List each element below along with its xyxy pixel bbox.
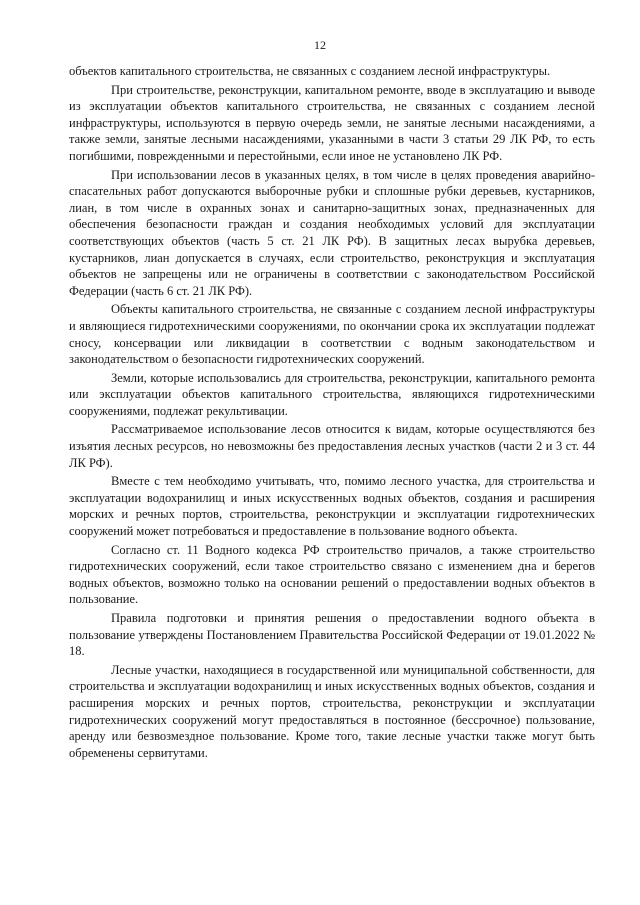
paragraph-10: Лесные участки, находящиеся в государственной или муниципальной собственности, для строительства и эксплуатации водохранилищ и иных искусственных водных объектов, создания и расширения морских и речных портов, строительства, реконструкции и эксплуатации гидротехнических сооружений могут предоставляться в постоянное (бессрочное) пользование, аренду или безвозмездное пользование. Кроме того, такие лесные участки также могут быть обременены сервитутами. <box>69 662 595 760</box>
paragraph-6: Рассматриваемое использование лесов относится к видам, которые осуществляются без изъятия лесных ресурсов, но невозможны без предоставления лесных участков (части 2 и 3 ст. 44 ЛК РФ). <box>69 422 595 470</box>
document-body <box>69 63 595 763</box>
paragraph-4: Объекты капитального строительства, не связанные с созданием лесной инфраструктуры и являющиеся гидротехническими сооружениями, по окончании срока их эксплуатации подлежат сносу, консервации или ликвидации в соответствии с водным законодательством и законодательством о безопасности гидротехнических сооружений. <box>69 302 595 367</box>
paragraph-8: Согласно ст. 11 Водного кодекса РФ строительство причалов, а также строительство гидротехнических сооружений, если такое строительство связано с изменением дна и берегов водных объектов, возможно только на основании решений о предоставлении водных объектов в пользование. <box>69 542 595 607</box>
page-number: 12 <box>314 38 326 52</box>
paragraph-9: Правила подготовки и принятия решения о предоставлении водного объекта в пользование утверждены Постановлением Правительства Российской Федерации от 19.01.2022 № 18. <box>69 611 595 659</box>
paragraph-5: Земли, которые использовались для строительства, реконструкции, капитального ремонта или эксплуатации объектов капитального строительства, являющихся гидротехническими сооружениями, подлежат рекультивации. <box>69 370 595 418</box>
paragraph-2: При строительстве, реконструкции, капитальном ремонте, вводе в эксплуатацию и выводе из эксплуатации объектов капитального строительства, не связанных с созданием лесной инфраструктуры, используются в первую очередь земли, не занятые лесными насаждениями, а также земли, занятые лесными насаждениями, указанными в части 3 статьи 29 ЛК РФ, то есть погибшими, поврежденными и перестойными, если иное не установлено ЛК РФ. <box>69 82 595 163</box>
paragraph-1: объектов капитального строительства, не связанных с созданием лесной инфраструктуры. <box>69 64 551 78</box>
paragraph-3: При использовании лесов в указанных целях, в том числе в целях проведения аварийно-спасательных работ допускаются выборочные рубки и сплошные рубки деревьев, кустарников, лиан, в том числе в охранных зонах и санитарно-защитных зонах, предназначенных для обеспечения безопасности граждан и создания необходимых условий для эксплуатации соответствующих объектов (часть 5 ст. 21 ЛК РФ). В защитных лесах вырубка деревьев, кустарников, лиан допускается в случаях, если строительство, реконструкция и эксплуатация объектов не запрещены или не ограничены в соответствии с законодательством Российской Федерации (часть 6 ст. 21 ЛК РФ). <box>69 167 595 298</box>
paragraph-7: Вместе с тем необходимо учитывать, что, помимо лесного участка, для строительства и эксплуатации водохранилищ и иных искусственных водных объектов, создания и расширения морских и речных портов, строительства, реконструкции и эксплуатации гидротехнических сооружений может потребоваться и предоставление в пользование водного объекта. <box>69 474 595 539</box>
